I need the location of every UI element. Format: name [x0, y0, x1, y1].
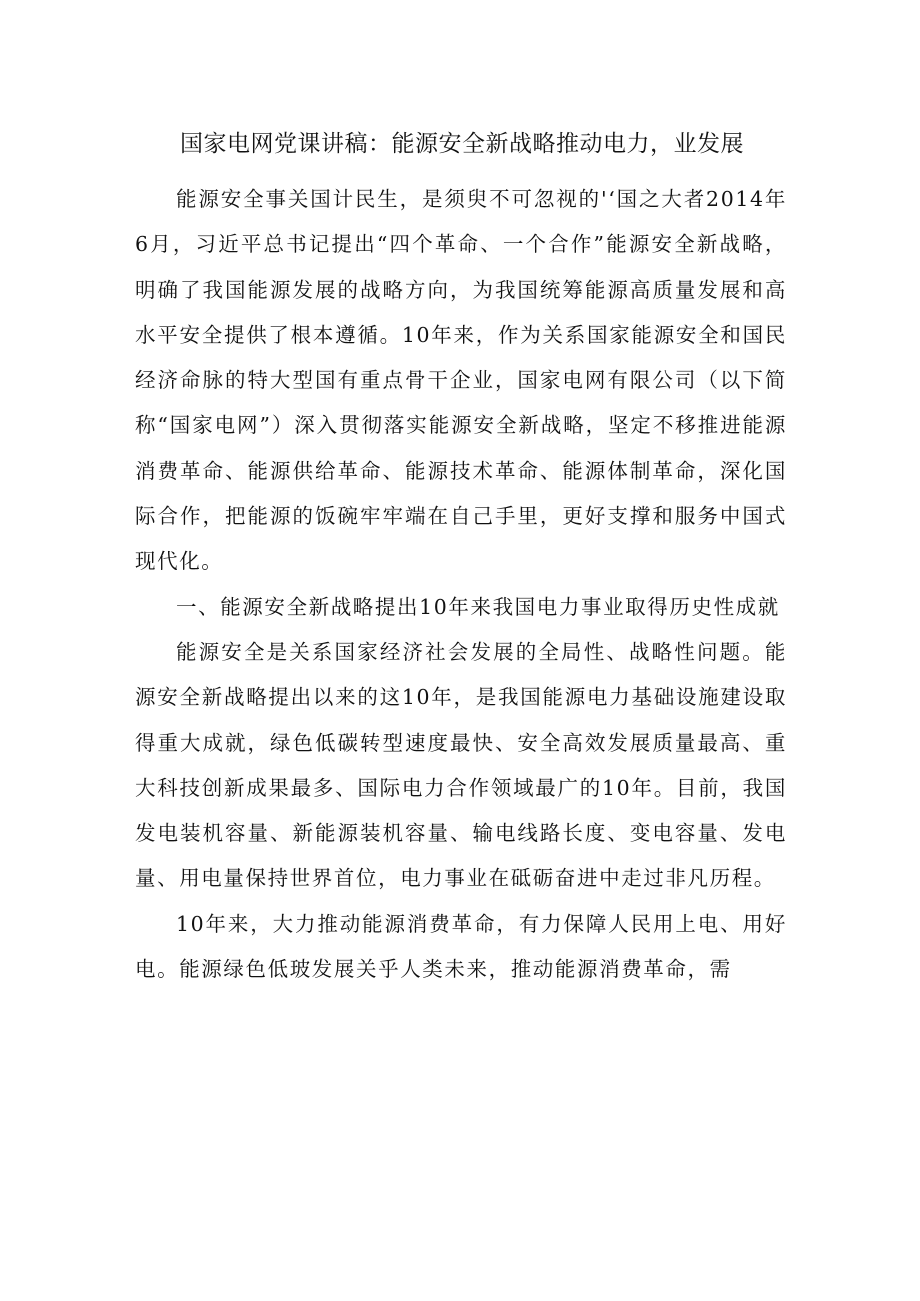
- paragraph-intro: 能源安全事关国计民生，是须臾不可忽视的'‘国之大者2014年6月，习近平总书记提出“四个革命、一个合作”能源安全新战略，明确了我国能源发展的战略方向，为我国统筹能源高质量发展和高水平安全提供了根本遵循。10年来，作为关系国家能源安全和国民经济命脉的特大型国有重点骨干企业，国家电网有限公司（以下简称“国家电网”）深入贯彻落实能源安全新战略，坚定不移推进能源消费革命、能源供给革命、能源技术革命、能源体制革命，深化国际合作，把能源的饭碗牢牢端在自己手里，更好支撑和服务中国式现代化。: [135, 187, 787, 574]
- paragraph-achievements: 能源安全是关系国家经济社会发展的全局性、战略性问题。能源安全新战略提出以来的这10年，是我国能源电力基础设施建设取得重大成就，绿色低碳转型速度最快、安全高效发展质量最高、重大科技创新成果最多、国际电力合作领域最广的10年。目前，我国发电装机容量、新能源装机容量、输电线路长度、变电容量、发电量、用电量保持世界首位，电力事业在砥砺奋进中走过非凡历程。: [135, 639, 787, 891]
- document-body: [135, 177, 787, 992]
- section-heading-1: 一、能源安全新战略提出10年来我国电力事业取得历史性成就: [176, 594, 780, 619]
- paragraph-consumption-revolution: 10年来，大力推动能源消费革命，有力保障人民用上电、用好电。能源绿色低玻发展关乎人类未来，推动能源消费革命，需: [135, 911, 787, 982]
- document-title: 国家电网党课讲稿：能源安全新战略推动电力，业发展: [180, 131, 744, 157]
